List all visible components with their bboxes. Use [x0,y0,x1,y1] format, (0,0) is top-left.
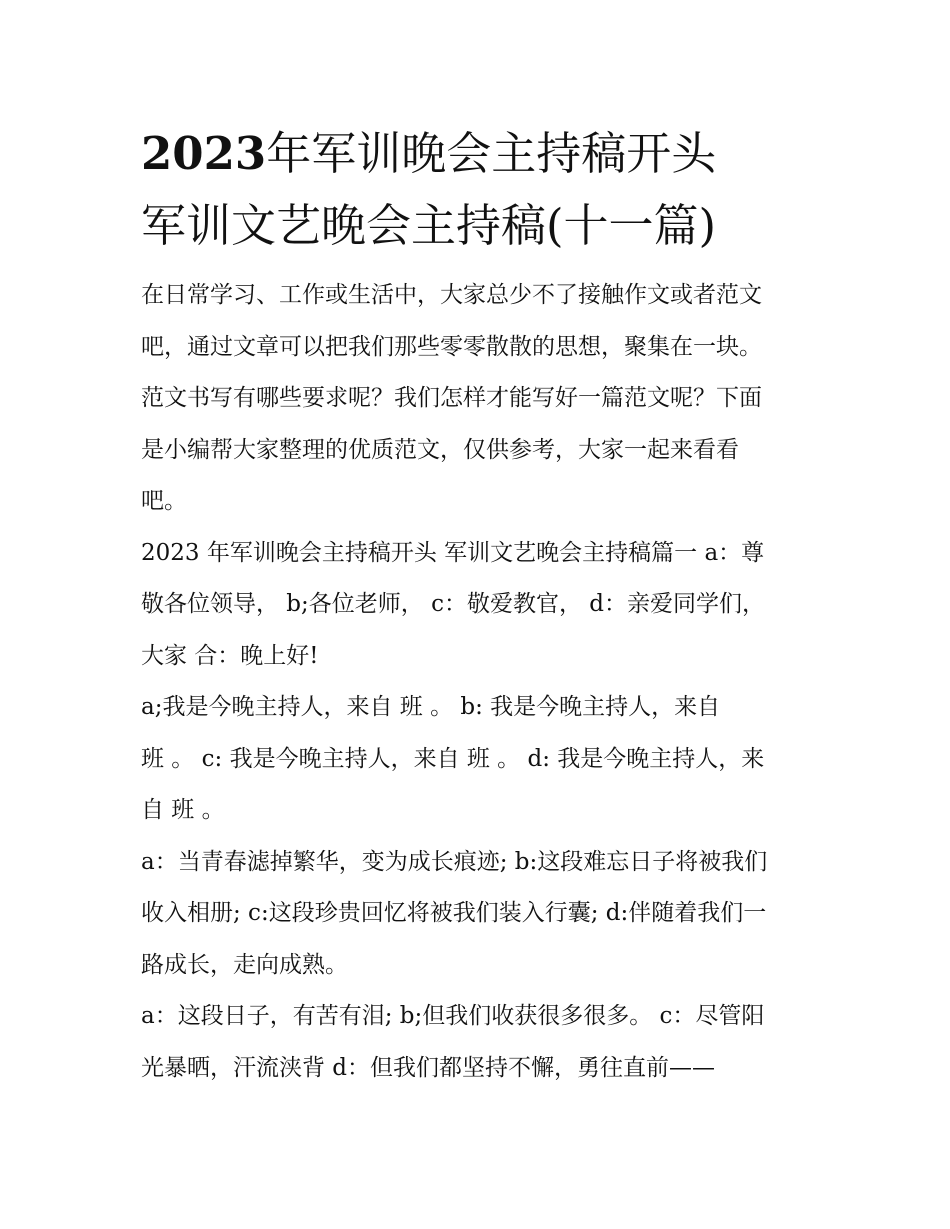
paragraph-hosts [141,682,821,837]
title-line-2: 军训文艺晚会主持稿(十一篇) [141,199,717,252]
text-line: 敬各位领导， b;各位老师， c：敬爱教官， d：亲爱同学们， [141,591,766,617]
title-line-1 [141,118,821,190]
document-body [141,270,821,1094]
text-line: 吧。 [141,488,187,514]
paragraph-youth [141,837,821,992]
paragraph-intro [141,270,821,528]
paragraph-greeting [141,528,821,683]
text-line: a：这段日子，有苦有泪; b;但我们收获很多很多。 c：尽管阳 [141,1003,765,1029]
paragraph-days [141,991,821,1094]
text-line: 自 班 。 [141,797,225,823]
text-line: 是小编帮大家整理的优质范文，仅供参考，大家一起来看看 [141,436,739,463]
text-line: 班 。 c: 我是今晚主持人，来自 班 。 d: 我是今晚主持人，来 [141,745,765,772]
title-line-1-text: 年军训晚会主持稿开头 [266,127,717,180]
text-line: 光暴晒，汗流浃背 d：但我们都坚持不懈，勇往直前—— [141,1054,716,1081]
text-line: 范文书写有哪些要求呢？我们怎样才能写好一篇范文呢？下面 [141,385,762,411]
text-line: 大家 合：晚上好! [141,642,319,669]
text-line: 吧，通过文章可以把我们那些零零散散的思想，聚集在一块。 [141,333,762,360]
text-line: 路成长，走向成熟。 [141,951,348,978]
document-page [141,118,821,1094]
title-year: 2023 [141,127,267,180]
text-line: 在日常学习、工作或生活中，大家总少不了接触作文或者范文 [141,282,762,308]
document-title [141,118,821,262]
text-line: a;我是今晚主持人，来自 班 。 b: 我是今晚主持人，来自 [141,694,721,720]
text-line: 收入相册; c:这段珍贵回忆将被我们装入行囊; d:伴随着我们一 [141,900,767,926]
text-line: 2023 年军训晚会主持稿开头 军训文艺晚会主持稿篇一 a：尊 [141,539,765,566]
text-line: a：当青春滤掉繁华，变为成长痕迹; b:这段难忘日子将被我们 [141,848,768,875]
